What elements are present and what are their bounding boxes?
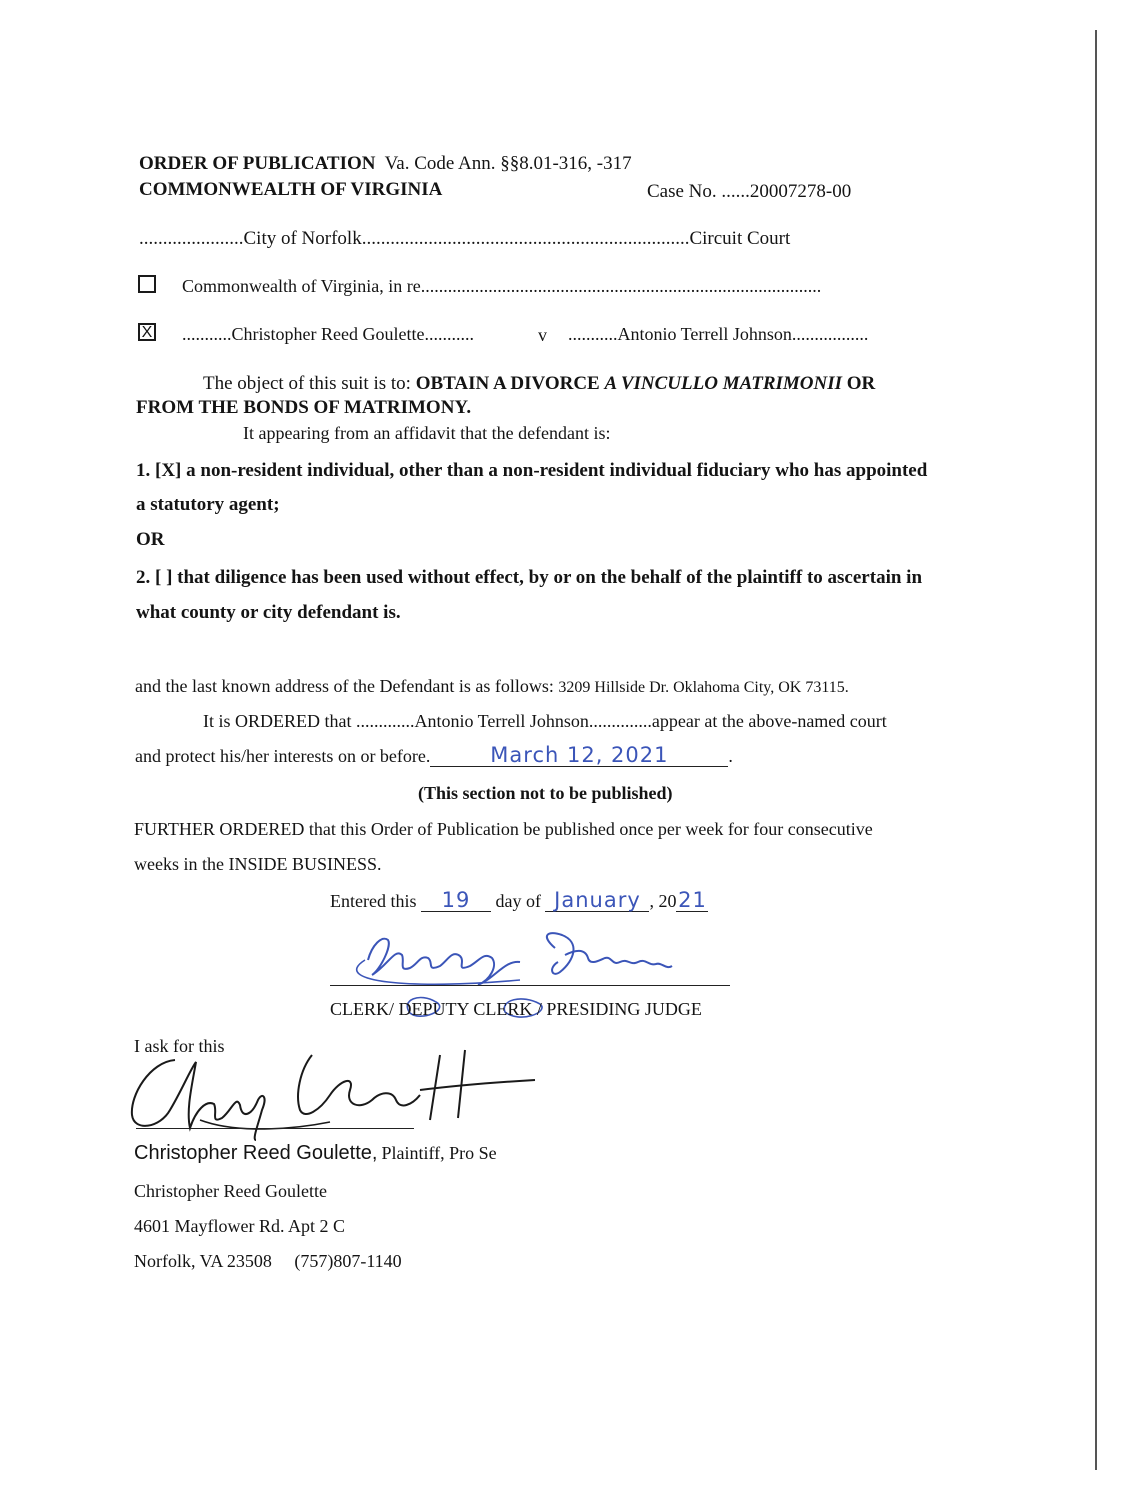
order-line2-lead: and protect his/her interests on or before.	[135, 746, 431, 766]
or-label: OR	[136, 529, 165, 550]
order-heading	[139, 153, 632, 175]
entered-line	[330, 890, 708, 912]
item2-line2: what county or city defendant is.	[136, 602, 401, 623]
object-or: OR	[846, 373, 876, 394]
entered-year-field	[676, 890, 708, 912]
commonwealth-in-re-checkbox[interactable]	[138, 275, 156, 293]
handwritten-day: 19	[441, 888, 471, 912]
item1-line1: 1. [X] a non-resident individual, other than a non-resident individual fiduciary who has appointed	[136, 460, 928, 481]
order-tail: ..............appear at the above-named court	[588, 711, 887, 731]
address-lead: and the last known address of the Defendant is as follows:	[135, 676, 554, 696]
order-defendant: Antonio Terrell Johnson	[414, 711, 589, 731]
order-title: ORDER OF PUBLICATION	[139, 153, 376, 174]
court-line	[139, 228, 790, 250]
further-ordered-line1: FURTHER ORDERED that this Order of Publication be published once per week for four consecutive	[134, 819, 873, 839]
order-line2	[135, 745, 733, 767]
defendant-party: ...........Antonio Terrell Johnson.................	[568, 324, 869, 344]
parties-checkbox[interactable]: X	[138, 323, 156, 341]
case-number: Case No. ......20007278-00	[647, 181, 852, 202]
plaintiff-party: ...........Christopher Reed Goulette...........	[182, 324, 474, 344]
handwritten-month: January	[554, 888, 641, 912]
plaintiff-phone: (757)807-1140	[294, 1251, 402, 1271]
entered-day-field	[421, 890, 491, 912]
ask-for-this: I ask for this	[134, 1036, 225, 1056]
code-reference: Va. Code Ann. §§8.01-316, -317	[384, 153, 632, 174]
plaintiff-city: Norfolk, VA 23508	[134, 1251, 272, 1271]
plaintiff-role: Plaintiff, Pro Se	[381, 1143, 497, 1163]
plaintiff-street: 4601 Mayflower Rd. Apt 2 C	[134, 1216, 345, 1236]
address-value: 3209 Hillside Dr. Oklahoma City, OK 73115.	[558, 679, 849, 696]
court-line-dots: ......................	[139, 228, 244, 249]
commonwealth-heading: COMMONWEALTH OF VIRGINIA	[139, 179, 443, 200]
object-bonds: FROM THE BONDS OF MATRIMONY.	[136, 397, 472, 418]
plaintiff-name: Christopher Reed Goulette,	[134, 1142, 378, 1164]
plaintiff-address-name: Christopher Reed Goulette	[134, 1181, 327, 1201]
object-latin: A VINCULLO MATRIMONII	[604, 373, 843, 394]
defendant-address	[135, 676, 849, 697]
object-of-suit	[203, 373, 875, 395]
court-type: Circuit Court	[689, 228, 791, 249]
plaintiff-signature-line	[136, 1128, 414, 1129]
entered-lead: Entered this	[330, 891, 417, 911]
item1-line2: a statutory agent;	[136, 494, 280, 515]
order-lead: It is ORDERED that .............	[203, 711, 415, 731]
handwritten-appearance-date: March 12, 2021	[490, 743, 669, 767]
clerk-signature-line	[330, 985, 730, 986]
item2-line1: 2. [ ] that diligence has been used without effect, by or on the behalf of the plaintiff to ascertain in	[136, 567, 923, 588]
court-city: City of Norfolk	[243, 228, 362, 249]
versus-label: v	[538, 325, 547, 345]
not-published-note: (This section not to be published)	[418, 783, 673, 803]
affidavit-line: It appearing from an affidavit that the defendant is:	[243, 423, 611, 443]
order-line1	[203, 711, 887, 732]
handwritten-year: 21	[678, 888, 707, 912]
order-line2-period: .	[728, 746, 733, 766]
object-divorce: OBTAIN A DIVORCE	[415, 373, 600, 394]
plaintiff-name-line	[134, 1142, 497, 1165]
page-edge-scan-line	[1095, 30, 1097, 1470]
commonwealth-in-re-text: Commonwealth of Virginia, in re.........................................................................................	[182, 276, 822, 296]
plaintiff-signature	[0, 0, 1, 1]
court-line-mid-dots: .....................................................................	[361, 228, 690, 249]
appearance-date-field	[430, 745, 728, 767]
entered-day-of: day of	[495, 891, 541, 911]
plaintiff-city-phone	[134, 1251, 402, 1272]
entered-year-prefix: , 20	[649, 891, 677, 911]
entered-month-field	[545, 890, 649, 912]
object-lead: The object of this suit is to:	[203, 373, 411, 394]
clerk-title: CLERK/ DEPUTY CLERK / PRESIDING JUDGE	[330, 999, 702, 1019]
further-ordered-line2: weeks in the INSIDE BUSINESS.	[134, 854, 382, 874]
